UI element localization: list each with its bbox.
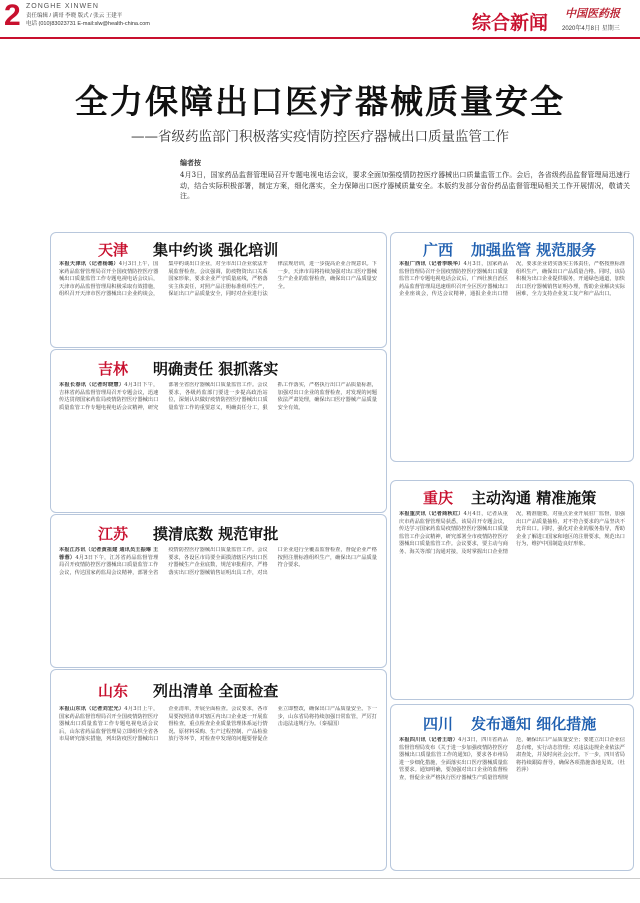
page-number: 2 [4, 0, 21, 32]
region-box-jilin [50, 349, 387, 513]
byline: 本报四川讯（记者王晗） [399, 737, 459, 743]
region-box-shandong [50, 669, 387, 871]
footer-rule [0, 878, 640, 879]
region-text-chongqing [399, 511, 625, 693]
body: 4月3日下午，江苏省药品监督管理局召开疫情防控医疗器械出口质量监管工作会议，传达国家药监局会议精神，部署全省疫情防控医疗器械出口质量监管工作。会议要求，各设区市局要全面摸清辖区内出口医疗器械生产企业底数，规范审批程序，严格落实出口医疗器械销售证明出具工作，对出口企业进行全覆盖监督检查，督促企业严格按照注册标准组织生产，确保出口产品质量符合要求。 [59, 547, 377, 576]
region-box-tianjin [50, 232, 387, 348]
section-title: 综合新闻 [472, 12, 549, 34]
editors: 责任编辑 / 满哥 李晓 版式 / 张云 王建平 [26, 13, 123, 19]
region-name-sichuan: 四川 [423, 715, 454, 733]
article-title: 全力保障出口医疗器械质量安全 [75, 82, 565, 121]
region-text-guangxi [399, 261, 625, 455]
region-heading-tianjin: 集中约谈 强化培训 [153, 241, 279, 259]
byline: 本报山东讯（记者刘宏光） [59, 706, 125, 712]
region-heading-jiangsu: 摸清底数 规范审批 [153, 525, 279, 543]
region-text-tianjin [59, 261, 377, 341]
editor-info [26, 12, 226, 28]
contact: 电话 (010)83023731 E-mail:slw@health-china.com [26, 21, 150, 27]
region-heading-guangxi: 加强监管 规范服务 [471, 241, 597, 259]
region-name-guangxi: 广西 [423, 241, 454, 259]
editor-note-text: 4月3日，国家药品监督管理局召开专题电视电话会议，要求全面加强疫情防控医疗器械出口质量监管工作。会后，各省级药品监督管理局迅速行动，结合实际积极部署，制定方案，细化落实，全力保障出口医疗器械质量安全。本版约发部分省份药品监督管理局相关工作开展情况，敬请关注。 [180, 171, 630, 200]
issue-date: 2020年4月8日 星期三 [562, 26, 620, 32]
section-pinyin: ZONGHE XINWEN [26, 3, 99, 10]
region-heading-chongqing: 主动沟通 精准施策 [471, 489, 597, 507]
region-heading-shandong: 列出清单 全面检查 [153, 682, 279, 700]
body: 4月3日下午，吉林省药品监督管理局召开专题会议，迅速传达贯彻国家药监局疫情防控医疗器械出口质量监管工作专题电视电话会议精神，研究部署全省医疗器械出口质量监管工作。会议要求，各级药监部门要进一步提高政治站位，深刻认识做好疫情防控医疗器械出口质量监管工作的重要意义，明确责任分工，狠抓工作落实，严格执行出口产品质量标准，加强对出口企业的监督检查，对发现的问题依法严肃处理，确保出口医疗器械产品质量安全有效。 [59, 382, 377, 411]
region-name-shandong: 山东 [98, 682, 129, 700]
header-rule [0, 37, 640, 39]
region-text-jiangsu [59, 547, 377, 661]
region-name-tianjin: 天津 [98, 241, 129, 259]
body: 4月3日上午，国家药品监督管理局召开全国疫情防控医疗器械出口质量监管工作专题电视电话会议后，山东省药品监督管理局立即组织全省各市局研究落实措施，列出防疫医疗器械出口企业清单，开展全面检查。会议要求，各市局要按照清单对辖区内出口企业逐一开展监督检查，重点检查企业质量管理体系运行情况、原材料采购、生产过程控制、产品检验放行等环节，对检查中发现的问题要督促企业立即整改，确保出口产品质量安全。下一步，山东省局将持续加强日常监管，严厉打击违法违规行为。（秦福国） [59, 706, 377, 743]
region-box-guangxi [390, 232, 634, 462]
byline: 本报长春讯（记者时晓慧） [59, 382, 125, 388]
byline: 本报江苏讯（记者黄祖建 通讯员王振琳 王蓉蓉） [59, 547, 159, 561]
region-heading-jilin: 明确责任 狠抓落实 [153, 360, 279, 378]
region-text-jilin [59, 382, 377, 506]
region-name-jiangsu: 江苏 [98, 525, 129, 543]
region-name-jilin: 吉林 [98, 360, 129, 378]
region-heading-sichuan: 发布通知 细化措施 [471, 715, 597, 733]
editor-note-label: 编者按 [180, 159, 201, 167]
byline: 本报天津讯（记者杨璐） [59, 261, 119, 267]
body: 4月3日，四川省药品监督管理局发布《关于进一步加强疫情防控医疗器械出口质量监管工作的通知》，要求各市州局进一步细化措施，全面落实出口医疗器械质量监管要求。通知明确，要加强对出口企业的监督检查，督促企业严格执行医疗器械生产质量管理规范，确保出口产品质量安全；要建立出口企业信息台账，实行动态管理；对违法违规企业依法严肃查处，并及时向社会公开。下一步，四川省局将持续跟踪督导，确保各项措施落地见效。（杜若萍） [399, 737, 625, 781]
region-text-sichuan [399, 737, 625, 865]
region-box-chongqing [390, 480, 634, 700]
body: 4月3日上午，国家药品监督管理局召开全国疫情防控医疗器械出口质量监管工作专题电视电话会议后，天津市药品监督管理局积极采取有效措施，组织召开天津市医疗器械出口企业约谈会，集中约谈出口企业，对全市出口企业依法开展监督检查。会议强调，防疫物资出口关系国家形象，要求企业严守质量底线，严格落实主体责任，对照产品注册标准组织生产，保证出口产品质量安全，同时对企业进行法律法规培训，进一步提高企业合规意识。下一步，天津市局将持续加强对出口医疗器械生产企业的监督检查，确保出口产品质量安全。 [59, 261, 377, 298]
body: 4月4日，记者从重庆市药品监督管理局获悉，该局召开专题会议，传达学习国家药监局疫情防控医疗器械出口质量监管工作会议精神，研究部署全市疫情防控医疗器械出口质量监管工作。会议要求，要主动与商务、海关等部门沟通对接，及时掌握出口企业情况，精准施策，对重点企业开展驻厂监督，加强出口产品质量抽检，对不符合要求的产品坚决不允许出口。同时，强化对企业的服务指导，帮助企业了解进口国家和地区的注册要求，规范出口行为，维护中国制造良好形象。 [399, 511, 625, 555]
article-subtitle: ——省级药监部门积极落实疫情防控医疗器械出口质量监管工作 [131, 129, 509, 145]
page-header [0, 0, 640, 40]
newspaper-name: 中国医药报 [565, 7, 620, 20]
region-box-sichuan [390, 704, 634, 871]
byline: 本报重庆讯（记者商秋红） [399, 511, 464, 517]
body: 4月3日，国家药品监督管理局召开全国疫情防控医疗器械出口质量监管工作专题电视电话会议后，广西壮族自治区药品监督管理局迅速组织召开全区医疗器械出口企业座谈会，传达会议精神，通报企业出口情况，要求企业切实落实主体责任，严格按照标准组织生产，确保出口产品质量合格。同时，该局积极为出口企业提供服务，开通绿色通道，加快出口医疗器械销售证明办理，帮助企业解决实际困难，全力支持企业复工复产和产品出口。 [399, 261, 625, 298]
region-name-chongqing: 重庆 [423, 489, 454, 507]
byline: 本报广西讯（记者李映华） [399, 261, 464, 267]
region-text-shandong [59, 706, 377, 864]
region-box-jiangsu [50, 514, 387, 668]
